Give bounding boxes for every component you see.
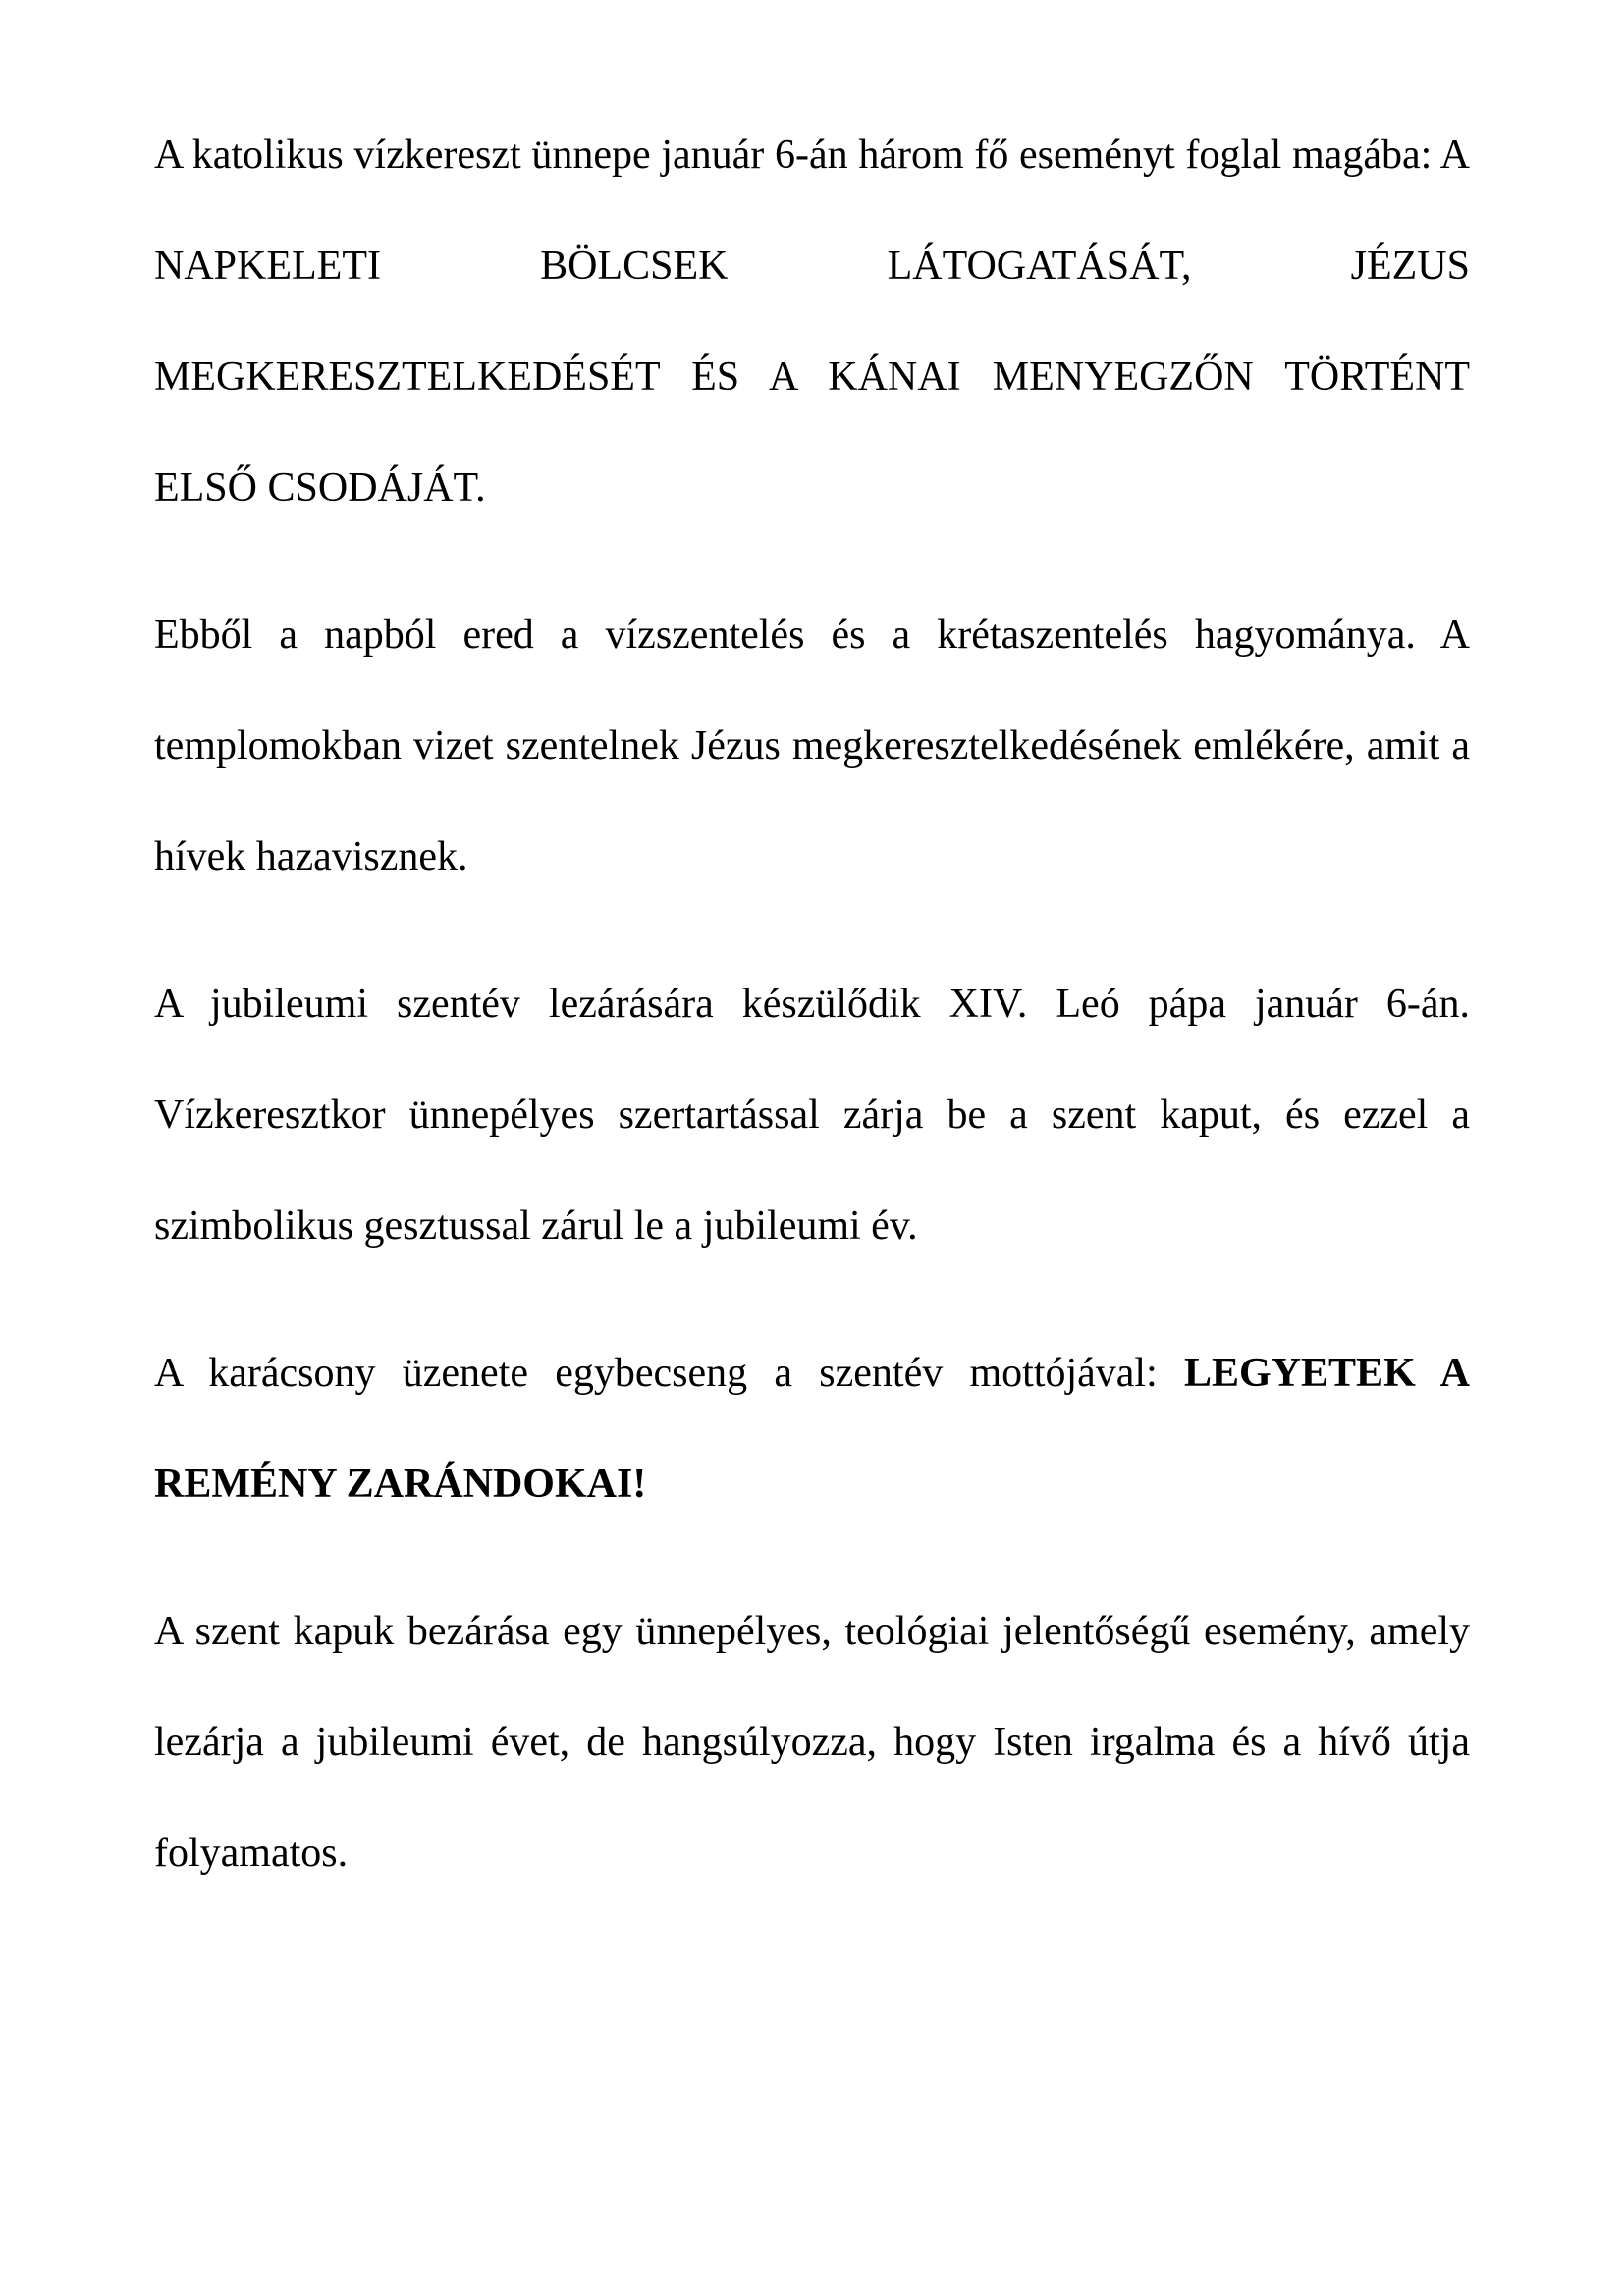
- paragraph: [154, 1576, 1470, 1909]
- document-body: [154, 100, 1470, 1909]
- emphasis-text: LEGYETEK A REMÉNY ZARÁNDOKAI!: [154, 1351, 1470, 1507]
- paragraph: [154, 949, 1470, 1282]
- text-segment: A szent kapuk bezárása egy ünnepélyes, teológiai jelentőségű esemény, amely lezárja a jubileumi évet, de hangsúlyozza, hogy Isten irgalma és a hívő útja folyamatos.: [154, 1609, 1470, 1876]
- text-segment: Ebből a napból ered a vízszentelés és a krétaszentelés hagyománya. A templomokban vizet szentelnek Jézus megkeresztelkedésének emlékére, amit a hívek hazavisznek.: [154, 613, 1470, 880]
- paragraph: [154, 100, 1470, 544]
- paragraph: [154, 580, 1470, 913]
- text-segment: A katolikus vízkereszt ünnepe január 6-án három fő eseményt foglal magába: A NAPKELETI BÖLCSEK LÁTOGATÁSÁT, JÉZUS MEGKERESZTELKEDÉSÉT ÉS A KÁNAI MENYEGZŐN TÖRTÉNT ELSŐ CSODÁJÁT.: [154, 133, 1470, 510]
- text-segment: A jubileumi szentév lezárására készülődik XIV. Leó pápa január 6-án. Vízkeresztkor ünnepélyes szertartással zárja be a szent kaput, és ezzel a szimbolikus gesztussal zárul le a jubileumi év.: [154, 982, 1470, 1249]
- paragraph: [154, 1318, 1470, 1540]
- text-segment: A karácsony üzenete egybecseng a szentév mottójával:: [154, 1351, 1184, 1396]
